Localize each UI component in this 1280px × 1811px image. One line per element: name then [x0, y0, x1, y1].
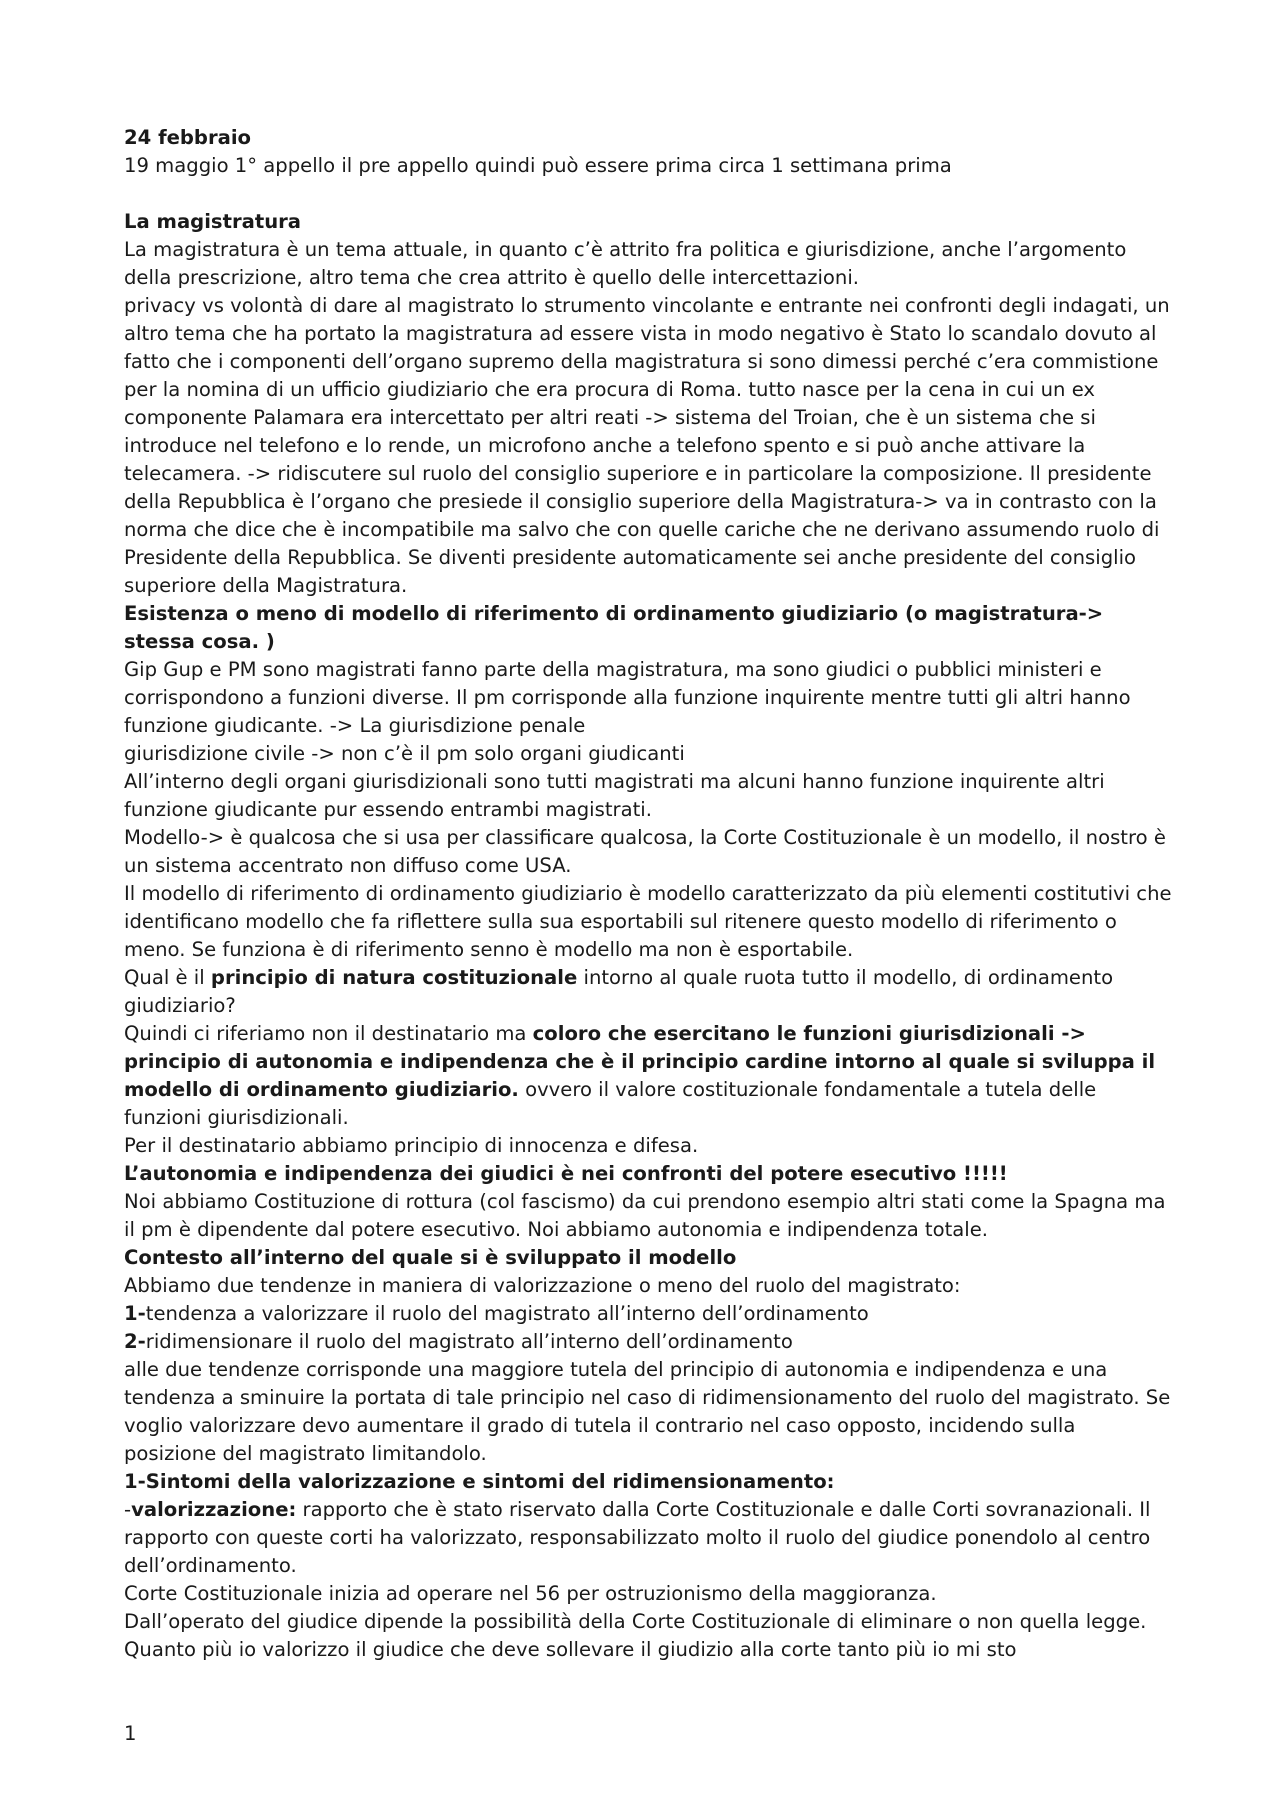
blank-line [124, 180, 1172, 208]
paragraph-modello: Modello-> è qualcosa che si usa per classificare qualcosa, la Corte Costituzionale è un modello, il nostro è un sistema accentrato non diffuso come USA. [124, 826, 1166, 877]
paragraph-costituzione: Noi abbiamo Costituzione di rottura (col fascismo) da cui prendono esempio altri stati come la Spagna ma il pm è dipendente dal potere esecutivo. Noi abbiamo autonomia e indipendenza totale. [124, 1190, 1166, 1241]
section-heading-sintomi: 1-Sintomi della valorizzazione e sintomi del ridimensionamento: [124, 1470, 835, 1493]
paragraph-intro-1: La magistratura è un tema attuale, in quanto c’è attrito fra politica e giurisdizione, anche l’argomento della prescrizione, altro tema che crea attrito è quello delle intercettazioni. [124, 238, 1127, 289]
paragraph-valorizzazione: -valorizzazione: rapporto che è stato riservato dalla Corte Costituzionale e dalle Corti sovranazionali. Il rapporto con queste corti ha valorizzato, responsabilizzato molto il ruolo del giudice ponendolo al centro dell’ordinamento. [124, 1498, 1151, 1577]
paragraph-intro-2: privacy vs volontà di dare al magistrato lo strumento vincolante e entrante nei confronti degli indagati, un altro tema che ha portato la magistratura ad essere vista in modo negativo è Stato lo scandalo dovuto al fatto che i componenti dell’organo supremo della magistratura si sono dimessi perché c’era commistione per la nomina di un ufficio giudiziario che era procura di Roma. tutto nasce per la cena in cui un ex componente Palamara era intercettato per altri reati -> sistema del Troian, che è un sistema che si introduce nel telefono e lo rende, un microfono anche a telefono spento e si può anche attivare la telecamera. -> ridiscutere sul ruolo del consiglio superiore e in particolare la composizione. Il presidente della Repubblica è l’organo che presiede il consiglio superiore della Magistratura-> va in contrasto con la norma che dice che è incompatibile ma salvo che con quelle cariche che ne derivano assumendo ruolo di Presidente della Repubblica. Se diventi presidente automaticamente sei anche presidente del consiglio superiore della Magistratura. [124, 294, 1170, 597]
exam-note: 19 maggio 1° appello il pre appello quindi può essere prima circa 1 settimana prima [124, 154, 952, 177]
document-page [124, 124, 1172, 1664]
paragraph-allinterno: All’interno degli organi giurisdizionali sono tutti magistrati ma alcuni hanno funzione inquirente altri funzione giudicante pur essendo entrambi magistrati. [124, 770, 1105, 821]
list-item-tendenza-1: 1-tendenza a valorizzare il ruolo del magistrato all’interno dell’ordinamento [124, 1302, 869, 1325]
section-heading-autonomia: L’autonomia e indipendenza dei giudici è nei confronti del potere esecutivo !!!!! [124, 1162, 1008, 1185]
paragraph-gip-2: giurisdizione civile -> non c’è il pm solo organi giudicanti [124, 742, 685, 765]
paragraph-destinatario: Per il destinatario abbiamo principio di innocenza e difesa. [124, 1134, 699, 1157]
list-item-tendenza-2: 2-ridimensionare il ruolo del magistrato all’interno dell’ordinamento [124, 1330, 793, 1353]
paragraph-question: Qual è il principio di natura costituzionale intorno al quale ruota tutto il modello, di ordinamento giudiziario? [124, 966, 1114, 1017]
paragraph-quindi: Quindi ci riferiamo non il destinatario ma coloro che esercitano le funzioni giurisdizionali -> principio di autonomia e indipendenza che è il principio cardine intorno al quale si sviluppa il modello di ordinamento giudiziario. ovvero il valore costituzionale fondamentale a tutela delle funzioni giurisdizionali. [124, 1022, 1156, 1129]
paragraph-gip-1: Gip Gup e PM sono magistrati fanno parte della magistratura, ma sono giudici o pubblici ministeri e corrispondono a funzioni diverse. Il pm corrisponde alla funzione inquirente mentre tutti gli altri hanno funzione giudicante. -> La giurisdizione penale [124, 658, 1131, 737]
paragraph-alle-due: alle due tendenze corrisponde una maggiore tutela del principio di autonomia e indipendenza e una tendenza a sminuire la portata di tale principio nel caso di ridimensionamento del ruolo del magistrato. Se voglio valorizzare devo aumentare il grado di tutela il contrario nel caso opposto, incidendo sulla posizione del magistrato limitandolo. [124, 1358, 1171, 1465]
section-heading-magistratura: La magistratura [124, 210, 302, 233]
section-heading-contesto: Contesto all’interno del quale si è sviluppato il modello [124, 1246, 737, 1269]
section-heading-esistenza: Esistenza o meno di modello di riferimento di ordinamento giudiziario (o magistratura-> stessa cosa. ) [124, 602, 1104, 653]
date-heading: 24 febbraio [124, 126, 252, 149]
paragraph-tendenze: Abbiamo due tendenze in maniera di valorizzazione o meno del ruolo del magistrato: [124, 1274, 961, 1297]
paragraph-riferimento: Il modello di riferimento di ordinamento giudiziario è modello caratterizzato da più elementi costitutivi che identificano modello che fa riflettere sulla sua esportabili sul ritenere questo modello di riferimento o meno. Se funziona è di riferimento senno è modello ma non è esportabile. [124, 882, 1172, 961]
paragraph-operato: Dall’operato del giudice dipende la possibilità della Corte Costituzionale di eliminare o non quella legge. Quanto più io valorizzo il giudice che deve sollevare il giudizio alla corte tanto più io mi sto [124, 1610, 1147, 1661]
paragraph-corte: Corte Costituzionale inizia ad operare nel 56 per ostruzionismo della maggioranza. [124, 1582, 937, 1605]
page-number: 1 [124, 1722, 137, 1745]
